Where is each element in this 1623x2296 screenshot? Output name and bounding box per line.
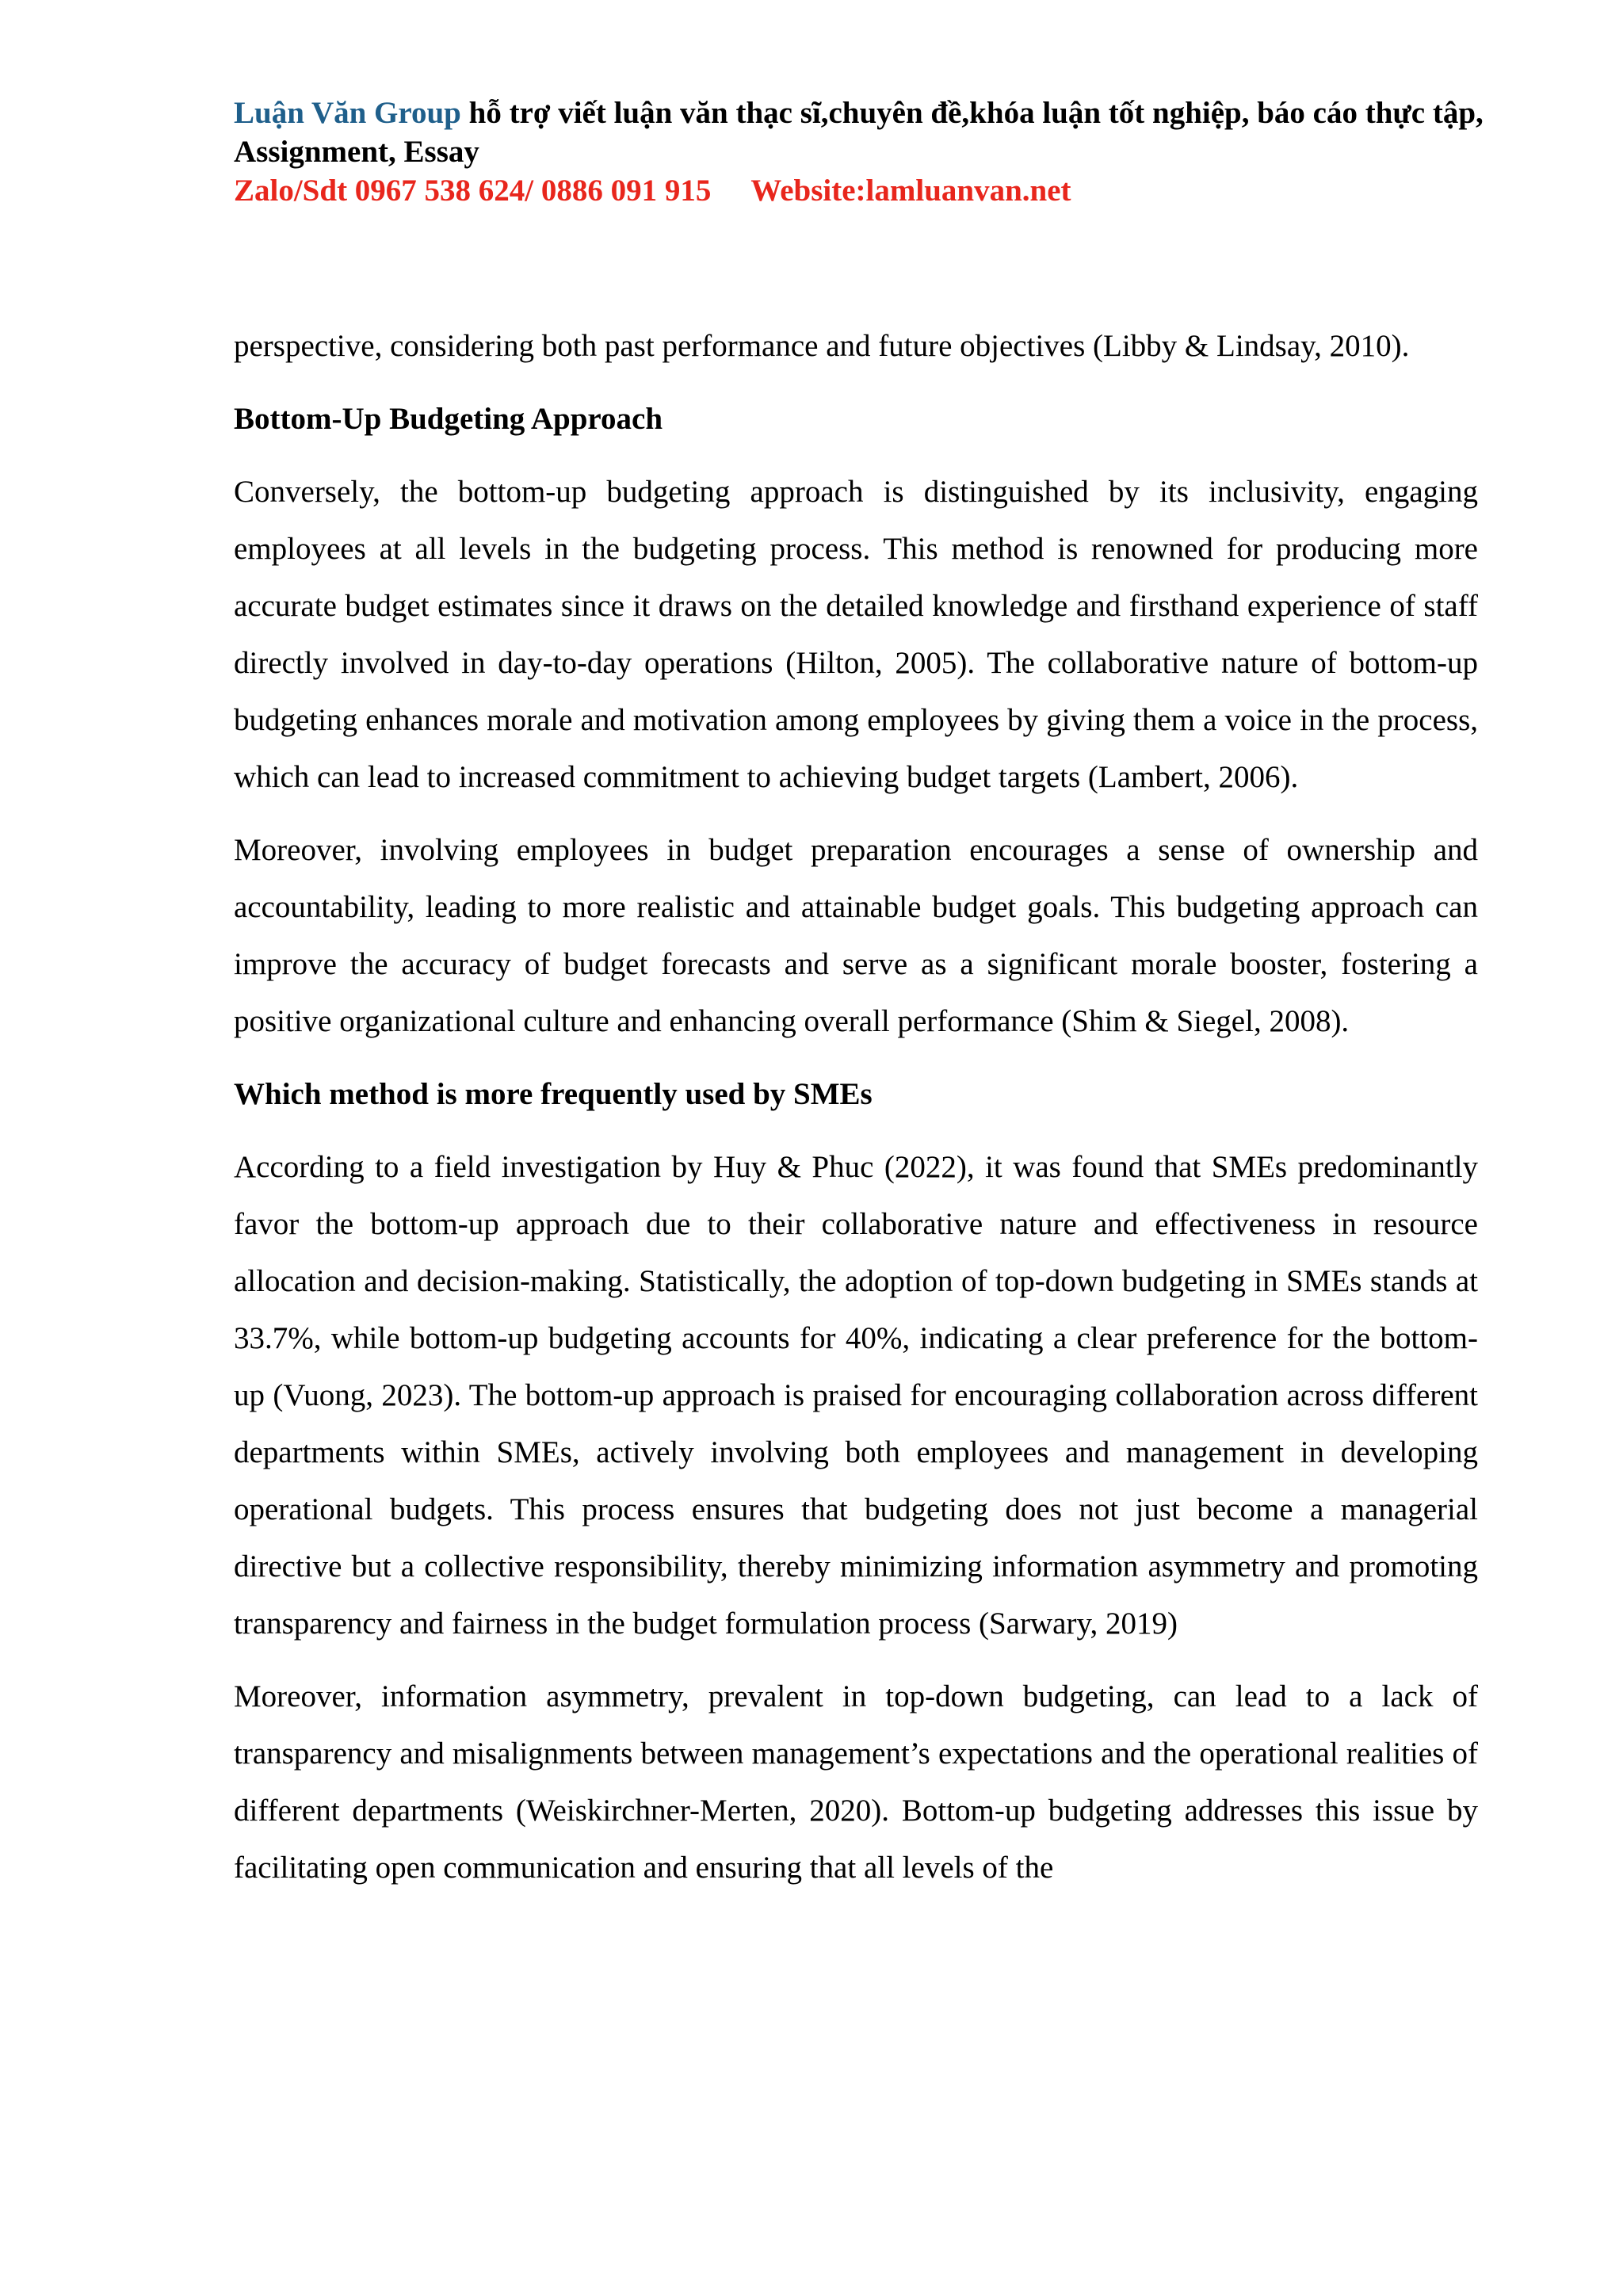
contact-line xyxy=(234,171,1486,210)
page-header xyxy=(234,94,1486,210)
document-body xyxy=(234,318,1478,1912)
heading-smes-method: Which method is more frequently used by SMEs xyxy=(234,1077,873,1111)
paragraph-1: perspective, considering both past performance and future objectives (Libby & Lindsay, 2010). xyxy=(234,329,1410,363)
heading-bottom-up-budgeting: Bottom-Up Budgeting Approach xyxy=(234,402,663,436)
paragraph-3: Moreover, involving employees in budget preparation encourages a sense of ownership and accountability, leading to more realistic and attainable budget goals. This budgeting approach can improve the accuracy of budget forecasts and serve as a significant morale booster, fostering a positive organizational culture and enhancing overall performance (Shim & Siegel, 2008). xyxy=(234,833,1478,1038)
paragraph-2: Conversely, the bottom-up budgeting approach is distinguished by its inclusivity, engaging employees at all levels in the budgeting process. This method is renowned for producing more accurate budget estimates since it draws on the detailed knowledge and firsthand experience of staff directly involved in day-to-day operations (Hilton, 2005). The collaborative nature of bottom-up budgeting enhances morale and motivation among employees by giving them a voice in the process, which can lead to increased commitment to achieving budget targets (Lambert, 2006). xyxy=(234,475,1478,794)
contact-website: Website:lamluanvan.net xyxy=(750,174,1071,208)
header-tagline: hỗ trợ viết luận văn thạc sĩ,chuyên đề,khóa luận tốt nghiệp, báo cáo thực tập, Assignment, Essay xyxy=(234,96,1484,169)
contact-phone: Zalo/Sdt 0967 538 624/ 0886 091 915 xyxy=(234,174,712,208)
paragraph-5: Moreover, information asymmetry, prevalent in top-down budgeting, can lead to a lack of transparency and misalignments between management’s expectations and the operational realities of different departments (Weiskirchner-Merten, 2020). Bottom-up budgeting addresses this issue by facilitating open communication and ensuring that all levels of the xyxy=(234,1679,1478,1885)
paragraph-4: According to a field investigation by Huy & Phuc (2022), it was found that SMEs predominantly favor the bottom-up approach due to their collaborative nature and effectiveness in resource allocation and decision-making. Statistically, the adoption of top-down budgeting in SMEs stands at 33.7%, while bottom-up budgeting accounts for 40%, indicating a clear preference for the bottom-up (Vuong, 2023). The bottom-up approach is praised for encouraging collaboration across different departments within SMEs, actively involving both employees and management in developing operational budgets. This process ensures that budgeting does not just become a managerial directive but a collective responsibility, thereby minimizing information asymmetry and promoting transparency and fairness in the budget formulation process (Sarwary, 2019) xyxy=(234,1150,1478,1641)
brand-name: Luận Văn Group xyxy=(234,96,461,130)
